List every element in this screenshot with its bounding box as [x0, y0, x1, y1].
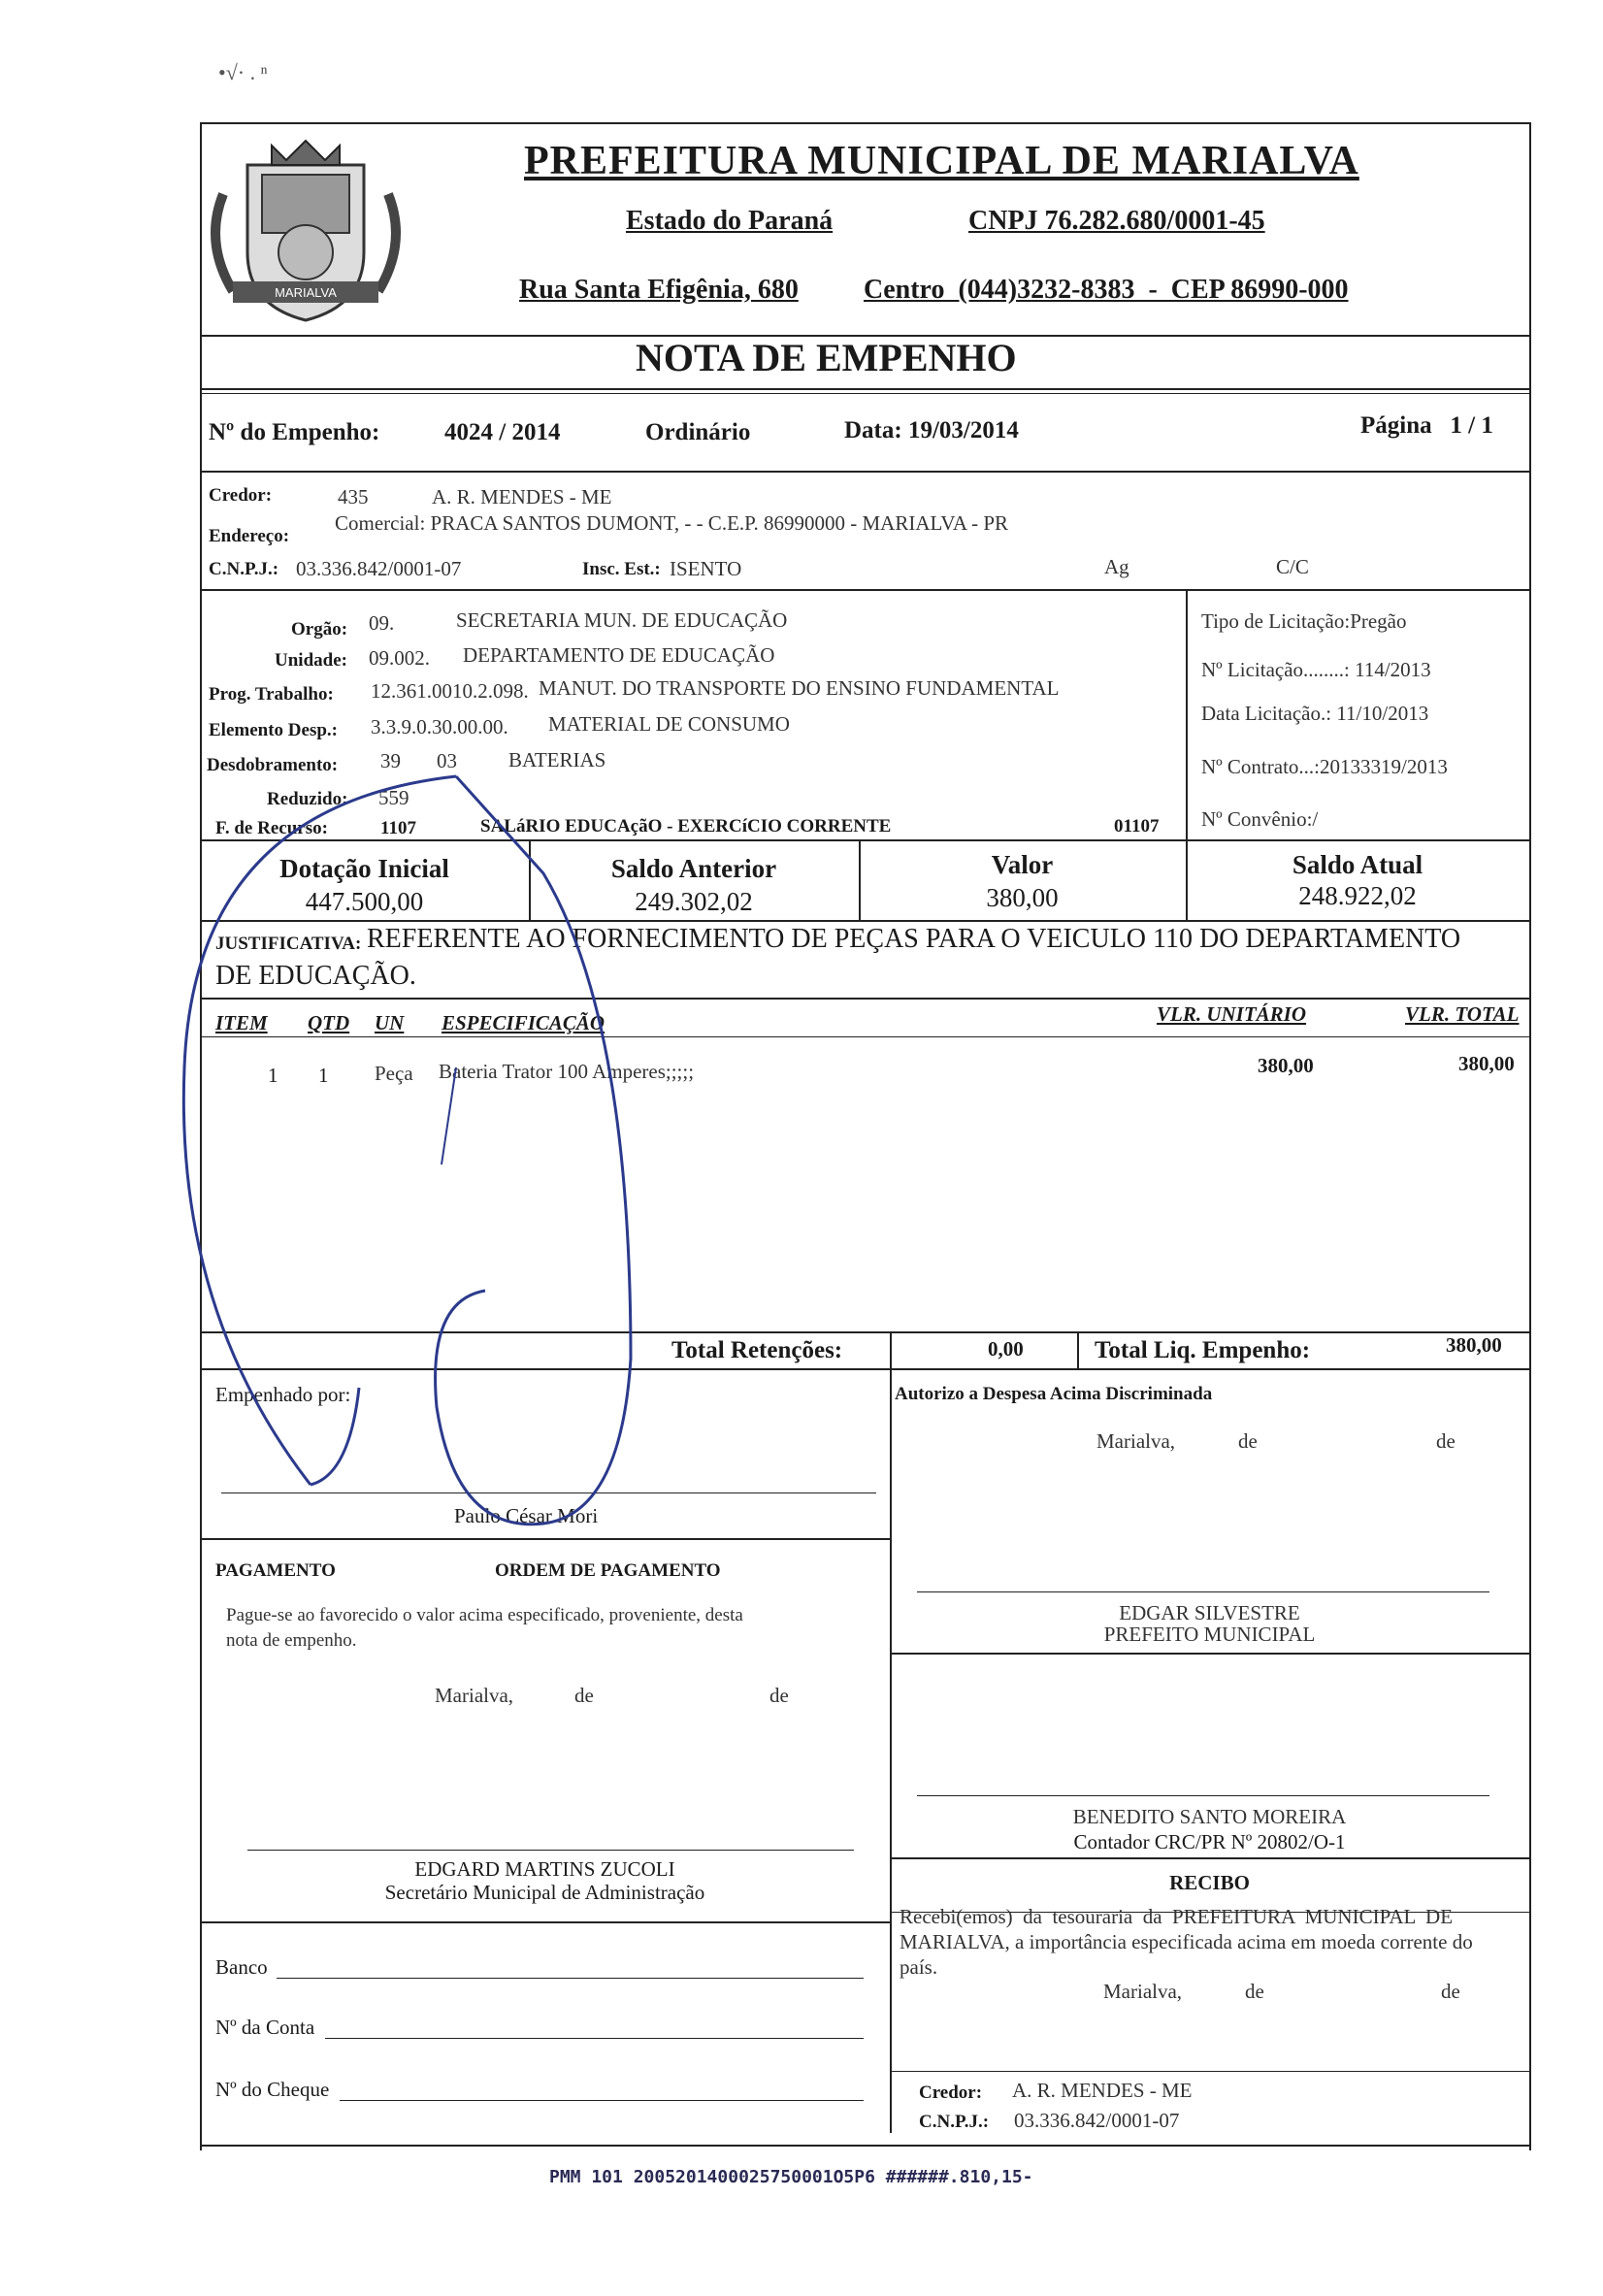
saldo-anterior-value: 249.302,02 — [635, 887, 753, 916]
page-title: PREFEITURA MUNICIPAL DE MARIALVA — [524, 139, 1359, 183]
document-title: NOTA DE EMPENHO — [636, 336, 1017, 379]
col-header-vlr-total: VLR. TOTAL — [1405, 1002, 1520, 1026]
credor-code: 435 — [338, 485, 369, 508]
recurso-label: F. de Recurso: — [215, 818, 328, 838]
footer-code: PMM 101 2005201400025750001O5P6 ######.810,15- — [549, 2167, 1033, 2187]
justificativa-text-1: REFERENTE AO FORNECIMENTO DE PEÇAS PARA O VEICULO 110 DO DEPARTAMENTO — [367, 924, 1461, 954]
recibo-text-2: MARIALVA, a importância especificada acima em moeda corrente do — [900, 1930, 1473, 1953]
header-cnpj: CNPJ 76.282.680/0001-45 — [968, 206, 1265, 236]
valor-value: 380,00 — [986, 883, 1059, 912]
empenho-number: 4024 / 2014 — [444, 419, 561, 445]
prog-code: 12.361.0010.2.098. — [371, 679, 529, 703]
empenho-label: Nº do Empenho: — [209, 419, 380, 445]
secretario-name: EDGARD MARTINS ZUCOLI — [414, 1857, 675, 1881]
conta-label: Nº da Conta — [215, 2016, 315, 2039]
reduzido-label: Reduzido: — [267, 789, 348, 809]
pague-se-de-1: de — [574, 1684, 594, 1707]
header-address-2: Centro (044)3232-8383 - CEP 86990-000 — [864, 275, 1349, 305]
recurso-number: 01107 — [1114, 816, 1160, 836]
recibo-text-3: país. — [900, 1955, 938, 1979]
contador-name: BENEDITO SANTO MOREIRA — [1072, 1805, 1347, 1828]
col-header-especificacao: ESPECIFICAÇÃO — [442, 1011, 605, 1034]
ordem-pagamento-label: ORDEM DE PAGAMENTO — [495, 1560, 721, 1581]
recibo-de-1: de — [1245, 1980, 1264, 2003]
recurso-name: SALáRIO EDUCAçãO - EXERCíCIO CORRENTE — [480, 816, 892, 836]
pagamento-label: PAGAMENTO — [215, 1560, 336, 1581]
ag-label: Ag — [1104, 555, 1129, 578]
contador-title: Contador CRC/PR Nº 20802/O-1 — [1073, 1830, 1346, 1853]
item-row-1-qtd: 1 — [318, 1064, 329, 1087]
credor-name: A. R. MENDES - ME — [432, 485, 612, 508]
pague-se-de-2: de — [769, 1684, 789, 1707]
numero-convenio: Nº Convênio:/ — [1201, 807, 1319, 831]
data-licitacao: Data Licitação.: 11/10/2013 — [1201, 702, 1429, 725]
recibo-city: Marialva, — [1103, 1980, 1183, 2003]
recibo-de-2: de — [1441, 1980, 1460, 2003]
col-header-item: ITEM — [215, 1011, 268, 1034]
autorizo-de-2: de — [1436, 1429, 1456, 1453]
cc-label: C/C — [1276, 555, 1309, 578]
recibo-label: RECIBO — [1169, 1871, 1250, 1894]
prefeito-name: EDGAR SILVESTRE — [1119, 1601, 1300, 1624]
unidade-name: DEPARTAMENTO DE EDUCAÇÃO — [463, 643, 775, 667]
cheque-label: Nº do Cheque — [215, 2078, 330, 2101]
numero-licitacao: Nº Licitação........: 114/2013 — [1201, 658, 1431, 681]
desdobramento-code: 39 — [380, 749, 401, 772]
item-row-1-vlr-unitario: 380,00 — [1258, 1054, 1314, 1077]
orgao-name: SECRETARIA MUN. DE EDUCAÇÃO — [456, 608, 788, 632]
recibo-credor-label: Credor: — [919, 2083, 983, 2103]
prefeito-title: PREFEITO MUNICIPAL — [1103, 1623, 1316, 1646]
saldo-anterior-label: Saldo Anterior — [610, 854, 777, 883]
endereco-label: Endereço: — [209, 526, 290, 546]
page-number: Página 1 / 1 — [1360, 412, 1493, 439]
saldo-atual-value: 248.922,02 — [1298, 881, 1417, 910]
desdobramento-label: Desdobramento: — [207, 755, 339, 775]
item-row-1-un: Peça — [375, 1062, 413, 1085]
col-header-vlr-unitario: VLR. UNITÁRIO — [1157, 1002, 1307, 1026]
pague-se-city: Marialva, — [435, 1684, 514, 1707]
total-retencoes-value: 0,00 — [988, 1337, 1024, 1361]
header-address: Rua Santa Efigênia, 680 — [519, 275, 799, 305]
recurso-code: 1107 — [380, 818, 416, 838]
empenhado-por-label: Empenhado por: — [215, 1383, 351, 1406]
unidade-code: 09.002. — [369, 646, 430, 670]
col-header-un: UN — [375, 1011, 405, 1034]
item-row-1-item: 1 — [268, 1064, 278, 1087]
saldo-atual-label: Saldo Atual — [1292, 850, 1423, 879]
pague-se-text-2: nota de empenho. — [226, 1630, 357, 1651]
autorizo-city: Marialva, — [1096, 1429, 1176, 1453]
desdobramento-name: BATERIAS — [508, 748, 606, 771]
elemento-name: MATERIAL DE CONSUMO — [548, 712, 790, 736]
valor-label: Valor — [991, 850, 1054, 879]
justificativa-label: JUSTIFICATIVA: — [215, 934, 362, 954]
orgao-code: 09. — [369, 611, 395, 635]
autorizo-de-1: de — [1238, 1429, 1258, 1453]
elemento-label: Elemento Desp.: — [209, 720, 338, 740]
col-header-qtd: QTD — [308, 1011, 350, 1034]
recibo-credor-name: A. R. MENDES - ME — [1012, 2079, 1193, 2102]
secretario-title: Secretário Municipal de Administração — [384, 1881, 705, 1904]
total-liq-value: 380,00 — [1446, 1333, 1502, 1357]
reduzido-value: 559 — [378, 786, 409, 809]
banco-label: Banco — [215, 1955, 268, 1979]
cnpj-label: C.N.P.J.: — [209, 559, 279, 579]
orgao-label: Orgão: — [291, 619, 348, 640]
recibo-cnpj-label: C.N.P.J.: — [919, 2112, 990, 2132]
autorizo-text: Autorizo a Despesa Acima Discriminada — [895, 1384, 1213, 1404]
tipo-licitacao: Tipo de Licitação:Pregão — [1201, 609, 1407, 633]
endereco-value: Comercial: PRACA SANTOS DUMONT, - - C.E.P. 86990000 - MARIALVA - PR — [335, 511, 1009, 535]
item-row-1-vlr-total: 380,00 — [1458, 1052, 1515, 1075]
insc-value: ISENTO — [670, 557, 742, 580]
recibo-cnpj-value: 03.336.842/0001-07 — [1014, 2109, 1180, 2132]
item-row-1-especificacao: Bateria Trator 100 Amperes;;;;; — [439, 1060, 695, 1083]
desdobramento-sub: 03 — [437, 749, 457, 772]
insc-label: Insc. Est.: — [582, 559, 661, 579]
municipal-crest-logo — [204, 136, 408, 330]
justificativa-text-2: DE EDUCAÇÃO. — [215, 961, 416, 991]
state-name: Estado do Paraná — [626, 206, 834, 236]
empenho-date: Data: 19/03/2014 — [844, 417, 1019, 443]
elemento-code: 3.3.9.0.30.00.00. — [371, 715, 508, 738]
empenhado-por-name: Paulo César Mori — [454, 1504, 599, 1527]
credor-label: Credor: — [209, 485, 273, 506]
total-liq-label: Total Liq. Empenho: — [1095, 1337, 1311, 1363]
prog-label: Prog. Trabalho: — [209, 684, 334, 705]
svg-text:MARIALVA: MARIALVA — [275, 285, 337, 300]
unidade-label: Unidade: — [275, 650, 347, 671]
scan-mark: •√· . ⁿ — [218, 60, 268, 84]
dotacao-value: 447.500,00 — [305, 887, 424, 916]
prog-name: MANUT. DO TRANSPORTE DO ENSINO FUNDAMENTAL — [539, 676, 1060, 700]
credor-cnpj: 03.336.842/0001-07 — [296, 557, 462, 580]
recibo-text-1: Recebi(emos) da tesouraria da PREFEITURA MUNICIPAL DE — [900, 1905, 1454, 1928]
empenho-type: Ordinário — [645, 419, 751, 445]
dotacao-label: Dotação Inicial — [279, 854, 449, 883]
pague-se-text-1: Pague-se ao favorecido o valor acima especificado, proveniente, desta — [226, 1605, 743, 1625]
numero-contrato: Nº Contrato...:20133319/2013 — [1201, 755, 1448, 778]
total-retencoes-label: Total Retenções: — [671, 1337, 843, 1363]
